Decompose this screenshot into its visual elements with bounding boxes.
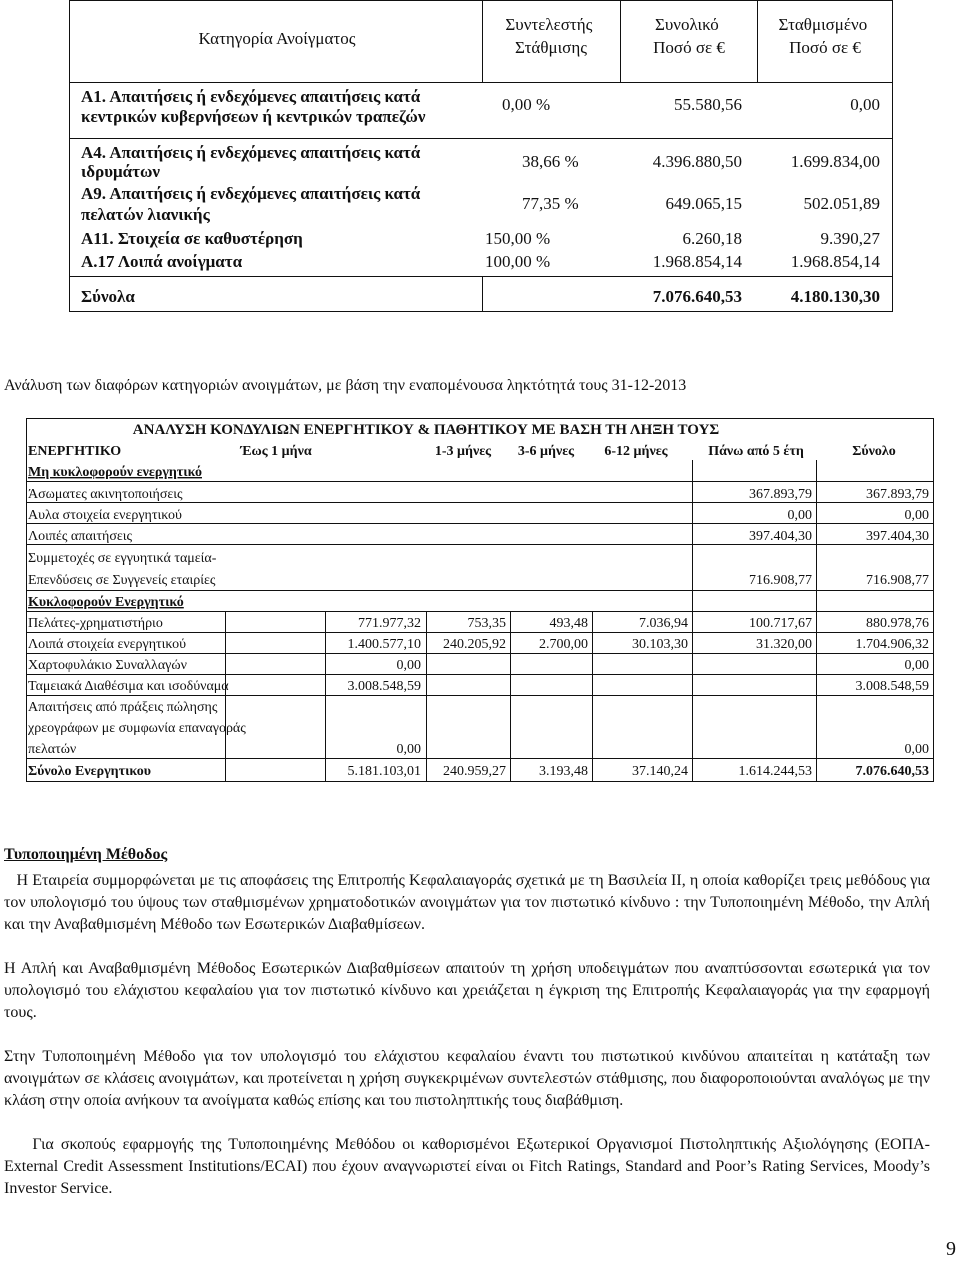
- row-a4-weight: 38,66 %: [522, 152, 579, 171]
- t2-row-trading-v0: 0,00: [396, 658, 421, 673]
- row-a4-label: [81, 143, 425, 181]
- t2-col-over-5y: Πάνω από 5 έτη: [708, 444, 804, 459]
- t2-row-other-assets-label: Λοιπά στοιχεία ενεργητικού: [28, 637, 187, 652]
- row-a9-label-line1: Α9. Απαιτήσεις ή ενδεχόμενες απαιτήσεις κατά: [81, 184, 421, 203]
- col-header-total: [653, 15, 725, 57]
- t2-row-repos-v5: 0,00: [904, 742, 929, 757]
- t2-row-other-assets-v1: 240.205,92: [443, 637, 506, 652]
- t2-row-clients-label: Πελάτες-χρηματιστήριο: [28, 616, 163, 631]
- row-a11-weight: 150,00 %: [485, 229, 551, 248]
- row-a4-weighted: 1.699.834,00: [790, 152, 880, 171]
- t2-row-clients-v0: 771.977,32: [358, 616, 421, 631]
- t2-total-v2: 3.193,48: [539, 764, 588, 779]
- paragraph-2: Η Απλή και Αναβαθμισμένη Μέθοδος Εσωτερικών Διαβαθμίσεων απαιτούν τη χρήση υποδειγμάτων που αναπτύσσονται εσωτερικά για τον υπολογισμό του ελάχιστου κεφαλαίου για τον πιστωτικό κίνδυνο και χρειάζεται η έγκριση της Επιτροπής Κεφαλαιαγοράς για την εφαρμογή τους.: [4, 960, 930, 1021]
- row-a17-weight: 100,00 %: [485, 252, 551, 271]
- totals-label: Σύνολα: [81, 287, 135, 306]
- col-header-weighted-line2: Ποσό σε €: [789, 38, 861, 57]
- row-a9-label: [81, 184, 425, 224]
- t2-row-clients-v3: 7.036,94: [639, 616, 688, 631]
- page-number: 9: [946, 1238, 956, 1260]
- t2-section-current: Κυκλοφορούν Ενεργητικό: [28, 595, 184, 610]
- t2-row-other-receivables-total: 397.404,30: [866, 529, 929, 544]
- col-header-weighted: [778, 15, 871, 57]
- row-a1-weight: 0,00 %: [502, 95, 551, 114]
- row-a9-label-line2: πελατών λιανικής: [81, 205, 210, 224]
- row-a9-weighted: 502.051,89: [803, 194, 880, 213]
- t2-title: ΑΝΑΛΥΣΗ ΚΟΝΔΥΛΙΩΝ ΕΝΕΡΓΗΤΙΚΟΥ & ΠΑΘΗΤΙΚΟΥ ΜΕ ΒΑΣΗ ΤΗ ΛΗΞΗ ΤΟΥΣ: [132, 422, 720, 438]
- t2-row-trading-v5: 0,00: [904, 658, 929, 673]
- t2-col-up-to-1m: Έως 1 μήνα: [240, 444, 312, 459]
- t2-total-v1: 240.959,27: [443, 764, 506, 779]
- t2-row-repos-line3: πελατών: [28, 742, 77, 757]
- col-header-total-line1: Συνολικό: [654, 15, 719, 34]
- t2-row-clients-v5: 880.978,76: [866, 616, 929, 631]
- t2-row-clients-v2: 493,48: [549, 616, 588, 631]
- t2-row-other-assets-v0: 1.400.577,10: [347, 637, 421, 652]
- t2-row-participations-label: [28, 551, 220, 588]
- row-a4-label-line1: Α4. Απαιτήσεις ή ενδεχόμενες απαιτήσεις κατά: [81, 143, 421, 162]
- row-a4-label-line2: ιδρυμάτων: [81, 162, 160, 181]
- row-a17-weighted: 1.968.854,14: [790, 252, 880, 271]
- paragraph-3: Στην Τυποποιημένη Μέθοδο για τον υπολογισμό του ελάχιστου κεφαλαίου έναντι του πιστωτικού κινδύνου απαιτείται η κατάταξη των ανοιγμάτων σε κλάσεις ανοιγμάτων, και προτείνεται η χρήση συγκεκριμένων συντελεστών στάθμισης, που διαφοροποιούνται αναλόγως με την κλάση στην οποία ανήκουν τα ανοίγματα καθώς επίσης και του πιστοληπτικής τους διαβάθμιση.: [4, 1048, 930, 1109]
- t2-row-intangibles-total: 367.893,79: [866, 487, 929, 502]
- row-a1-weighted: 0,00: [850, 95, 880, 114]
- t2-row-other-assets-v2: 2.700,00: [539, 637, 588, 652]
- row-a11-weighted: 9.390,27: [820, 229, 880, 248]
- t2-total-v4: 1.614.244,53: [738, 764, 812, 779]
- t2-row-cash-v5: 3.008.548,59: [855, 679, 929, 694]
- col-header-weight: [505, 15, 596, 57]
- t2-section-non-current: Μη κυκλοφορούν ενεργητικό: [28, 465, 202, 480]
- t2-row-other-receivables-over5y: 397.404,30: [749, 529, 812, 544]
- t2-row-clients-v4: 100.717,67: [749, 616, 812, 631]
- t2-row-other-assets-v4: 31.320,00: [756, 637, 812, 652]
- col-header-weight-line1: Συντελεστής: [505, 15, 593, 34]
- row-a1-total: 55.580,56: [674, 95, 742, 114]
- t2-row-intangibles-label: Άσωματες ακινητοποιήσεις: [28, 487, 183, 502]
- t2-col-1-3m: 1-3 μήνες: [434, 444, 492, 459]
- paragraph-1: Η Εταιρεία συμμορφώνεται με τις αποφάσεις της Επιτροπής Κεφαλαιαγοράς σχετικά με τη Βασιλεία ΙΙ, η οποία καθορίζει τρεις μεθόδους για τον υπολογισμό του ύψους των σταθμισμένων χρηματοδοτικών ανοιγμάτων για τον πιστωτικό κίνδυνο : την Τυποποιημένη Μέθοδο, την Απλή και την Αναβαθμισμένη Μέθοδο των Εσωτερικών Διαβαθμίσεων.: [4, 872, 934, 933]
- exposure-category-table: [69, 0, 893, 312]
- col-header-weight-line2: Στάθμισης: [515, 38, 587, 57]
- t2-col-total: Σύνολο: [852, 444, 896, 459]
- paragraph-4: Για σκοπούς εφαρμογής της Τυποποιημένης Μεθόδου οι καθορισμένοι Εξωτερικοί Οργανισμοί Πιστοληπτικής Αξιολόγησης (ΕΟΠΑ- External Credit Assessment Institutions/ECAI) που έχουν αναγνωριστεί είναι οι Fitch Ratings, Standard and Poor’s Rating Services, Moody’s Investor Service.: [4, 1136, 935, 1197]
- t2-row-cash-v0: 3.008.548,59: [347, 679, 421, 694]
- t2-col-assets: ΕΝΕΡΓΗΤΙΚΟ: [28, 444, 122, 459]
- t2-row-trading-label: Χαρτοφυλάκιο Συναλλαγών: [28, 658, 187, 673]
- t2-col-6-12m: 6-12 μήνες: [604, 444, 668, 459]
- row-a11-total: 6.260,18: [682, 229, 742, 248]
- t2-row-repos-v0: 0,00: [396, 742, 421, 757]
- t2-row-other-receivables-label: Λοιπές απαιτήσεις: [28, 529, 133, 544]
- method-heading: Τυποποιημένη Μέθοδος: [4, 846, 168, 863]
- t2-row-participations-total: 716.908,77: [866, 573, 929, 588]
- t2-row-repos-label: [27, 700, 249, 757]
- t2-row-repos-line2: χρεογράφων με συμφωνία επαναγοράς: [28, 721, 246, 736]
- col-header-weighted-line1: Σταθμισμένο: [778, 15, 868, 34]
- row-a9-total: 649.065,15: [665, 194, 742, 213]
- totals-total: 7.076.640,53: [652, 287, 742, 306]
- t2-row-intangibles-over5y: 367.893,79: [749, 487, 812, 502]
- row-a1-label-line1: Α1. Απαιτήσεις ή ενδεχόμενες απαιτήσεις κατά: [81, 87, 421, 106]
- t2-total-v0: 5.181.103,01: [347, 764, 421, 779]
- row-a9-weight: 77,35 %: [522, 194, 579, 213]
- t2-row-intangible-assets-over5y: 0,00: [787, 508, 812, 523]
- row-a1-label: [81, 87, 426, 126]
- t2-row-intangible-assets-label: Αυλα στοιχεία ενεργητικού: [28, 508, 182, 523]
- maturity-analysis-table: [26, 418, 934, 782]
- totals-weighted: 4.180.130,30: [790, 287, 880, 306]
- t2-row-intangible-assets-total: 0,00: [904, 508, 929, 523]
- t2-total-label: Σύνολο Ενεργητικου: [28, 764, 152, 779]
- t2-row-participations-line2: Επενδύσεις σε Συγγενείς εταιρίες: [28, 573, 216, 588]
- t2-total-v5: 7.076.640,53: [855, 764, 929, 779]
- t2-row-other-assets-v3: 30.103,30: [632, 637, 688, 652]
- row-a17-total: 1.968.854,14: [652, 252, 742, 271]
- t2-row-other-assets-v5: 1.704.906,32: [855, 637, 929, 652]
- col-header-category: Κατηγορία Ανοίγματος: [198, 29, 356, 48]
- row-a4-total: 4.396.880,50: [652, 152, 742, 171]
- t2-row-cash-label: Ταμειακά Διαθέσιμα και ισοδύναμα: [28, 679, 229, 694]
- t2-row-participations-line1: Συμμετοχές σε εγγυητικά ταμεία-: [28, 551, 217, 566]
- col-header-total-line2: Ποσό σε €: [653, 38, 725, 57]
- row-a11-label: Α11. Στοιχεία σε καθυστέρηση: [81, 229, 303, 248]
- t2-col-3-6m: 3-6 μήνες: [517, 444, 575, 459]
- t2-row-clients-v1: 753,35: [467, 616, 506, 631]
- row-a1-label-line2: κεντρικών κυβερνήσεων ή κεντρικών τραπεζών: [81, 107, 426, 126]
- t2-row-participations-over5y: 716.908,77: [749, 573, 812, 588]
- row-a17-label: Α.17 Λοιπά ανοίγματα: [81, 252, 243, 271]
- analysis-caption: Ανάλυση των διαφόρων κατηγοριών ανοιγμάτων, με βάση την εναπομένουσα ληκτότητά τους 31-12-2013: [4, 377, 687, 394]
- t2-total-v3: 37.140,24: [632, 764, 688, 779]
- t2-row-repos-line1: Απαιτήσεις από πράξεις πώλησης: [28, 700, 218, 715]
